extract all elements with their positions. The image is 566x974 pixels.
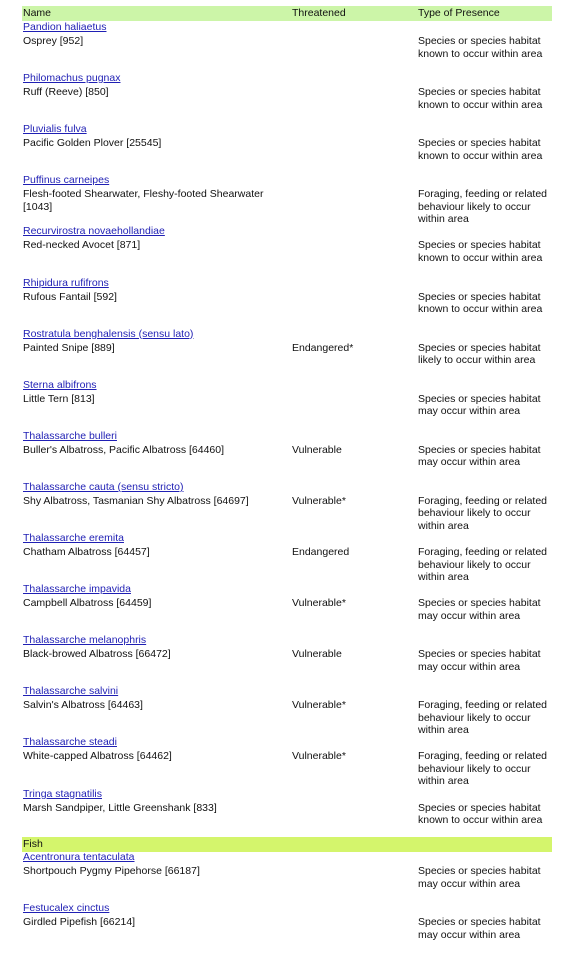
species-scientific-name-link[interactable]: Puffinus carneipes (23, 174, 110, 187)
species-scientific-name-link[interactable]: Pandion haliaetus (23, 21, 107, 33)
column-header-name: Name (23, 7, 52, 19)
species-scientific-name-link[interactable]: Thalassarche impavida (23, 583, 131, 596)
type-of-presence: Foraging, feeding or related behaviour likely to occur within area (418, 546, 547, 583)
table-header (22, 6, 552, 21)
species-scientific-name-link[interactable]: Tringa stagnatilis (23, 787, 102, 800)
type-of-presence: Species or species habitat known to occur within area (418, 801, 543, 826)
type-of-presence: Species or species habitat known to occur within area (418, 86, 543, 111)
species-common-name: Pacific Golden Plover [25545] (23, 137, 162, 150)
species-scientific-name-link[interactable]: Thalassarche bulleri (23, 429, 117, 442)
species-scientific-name-link[interactable]: Thalassarche steadi (23, 736, 117, 749)
species-scientific-name-link[interactable]: Rostratula benghalensis (sensu lato) (23, 327, 194, 340)
species-scientific-name-link[interactable]: Thalassarche melanophris (23, 634, 147, 647)
species-common-name: Flesh-footed Shearwater, Fleshy-footed Shearwater [1043] (23, 188, 264, 213)
species-common-name: Shortpouch Pygmy Pipehorse [66187] (23, 865, 200, 877)
species-scientific-name-link[interactable]: Pluvialis fulva (23, 123, 87, 136)
type-of-presence: Species or species habitat may occur within area (418, 648, 541, 673)
species-scientific-name-link[interactable]: Recurvirostra novaehollandiae (23, 225, 165, 238)
type-of-presence: Species or species habitat known to occur within area (418, 290, 543, 315)
species-scientific-name-link[interactable]: Philomachus pugnax (23, 72, 121, 85)
species-common-name: Buller's Albatross, Pacific Albatross [64460] (23, 443, 225, 456)
type-of-presence: Species or species habitat may occur within area (418, 392, 541, 418)
column-header-threatened: Threatened (292, 7, 346, 19)
type-of-presence: Species or species habitat may occur within area (418, 916, 541, 941)
type-of-presence: Species or species habitat may occur within area (418, 865, 541, 890)
section-title: Fish (23, 838, 43, 850)
species-common-name: White-capped Albatross [64462] (23, 750, 172, 763)
species-common-name: Shy Albatross, Tasmanian Shy Albatross [64697] (23, 494, 249, 507)
species-common-name: Red-necked Avocet [871] (23, 239, 141, 252)
type-of-presence: Species or species habitat may occur within area (418, 443, 541, 469)
type-of-presence: Species or species habitat may occur within area (418, 597, 541, 622)
species-common-name: Rufous Fantail [592] (23, 290, 117, 303)
column-header-presence: Type of Presence (418, 7, 500, 19)
type-of-presence: Foraging, feeding or related behaviour likely to occur within area (418, 699, 547, 737)
species-common-name: Painted Snipe [889] (23, 341, 115, 354)
type-of-presence: Species or species habitat known to occur within area (418, 137, 543, 162)
species-scientific-name-link[interactable]: Sterna albifrons (23, 378, 97, 391)
species-common-name: Chatham Albatross [64457] (23, 546, 150, 558)
species-common-name: Osprey [952] (23, 35, 84, 47)
species-common-name: Girdled Pipefish [66214] (23, 916, 136, 929)
section-header-fish (22, 837, 552, 852)
type-of-presence: Species or species habitat known to occur within area (418, 239, 543, 264)
species-common-name: Salvin's Albatross [64463] (23, 699, 143, 712)
threatened-status: Endangered (292, 546, 350, 558)
species-scientific-name-link[interactable]: Festucalex cinctus (23, 902, 110, 915)
type-of-presence: Foraging, feeding or related behaviour likely to occur within area (418, 750, 547, 788)
threatened-status: Vulnerable* (292, 494, 346, 507)
species-scientific-name-link[interactable]: Thalassarche salvini (23, 685, 119, 698)
species-common-name: Black-browed Albatross [66472] (23, 648, 171, 661)
threatened-status: Vulnerable* (292, 750, 346, 763)
type-of-presence: Foraging, feeding or related behaviour likely to occur within area (418, 188, 547, 226)
type-of-presence: Species or species habitat known to occur within area (418, 35, 543, 60)
threatened-status: Vulnerable (292, 443, 342, 456)
species-scientific-name-link[interactable]: Acentronura tentaculata (23, 851, 135, 863)
species-common-name: Ruff (Reeve) [850] (23, 86, 109, 99)
type-of-presence: Species or species habitat likely to occur within area (418, 341, 541, 367)
species-common-name: Little Tern [813] (23, 392, 95, 405)
threatened-status: Endangered* (292, 341, 354, 354)
threatened-status: Vulnerable* (292, 597, 346, 610)
type-of-presence: Foraging, feeding or related behaviour likely to occur within area (418, 494, 547, 532)
threatened-status: Vulnerable* (292, 699, 346, 712)
species-scientific-name-link[interactable]: Thalassarche eremita (23, 532, 124, 544)
threatened-status: Vulnerable (292, 648, 342, 661)
species-scientific-name-link[interactable]: Thalassarche cauta (sensu stricto) (23, 480, 184, 493)
species-common-name: Marsh Sandpiper, Little Greenshank [833] (23, 801, 217, 814)
species-common-name: Campbell Albatross [64459] (23, 597, 152, 610)
species-scientific-name-link[interactable]: Rhipidura rufifrons (23, 276, 109, 289)
